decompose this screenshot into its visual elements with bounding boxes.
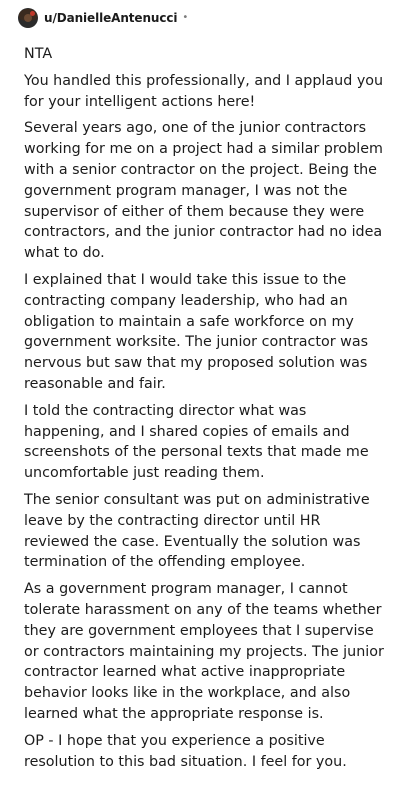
comment-paragraph: OP - I hope that you experience a positive resolution to this bad situation. I feel for you. [24,732,347,770]
comment-paragraph: I explained that I would take this issue to the contracting company leadership, who had an obligation to maintain a safe workforce on my government worksite. The junior contractor was nervous but saw that my proposed solution was reasonable and fair. [24,271,369,392]
comment-paragraph: Several years ago, one of the junior contractors working for me on a project had a similar problem with a senior contractor on the project. Being the government program manager, I was not the supervisor of either of them because they were contractors, and the junior contractor had no idea what to do. [24,120,383,262]
user-avatar-icon[interactable] [18,8,38,28]
comment-header [18,6,188,30]
comment-paragraph: The senior consultant was put on administrative leave by the contracting director until HR reviewed the case. Eventually the solution was termination of the offending employee. [24,491,370,571]
comment-paragraph: NTA [24,46,53,62]
comment-paragraph: I told the contracting director what was happening, and I shared copies of emails and screenshots of the personal texts that made me uncomfortable just reading them. [24,402,369,482]
comment-paragraph: As a government program manager, I cannot tolerate harassment on any of the teams whether they are government employees that I supervise or contractors maintaining my projects. The junior contractor learned what active inappropriate behavior looks like in the workplace, and also learned what the appropriate response is. [24,581,384,722]
author-username[interactable]: u/DanielleAntenucci [44,11,178,25]
comment-body [24,44,384,778]
separator-dot: • [182,12,189,23]
comment-paragraph: You handled this professionally, and I applaud you for your intelligent actions here! [24,72,384,110]
